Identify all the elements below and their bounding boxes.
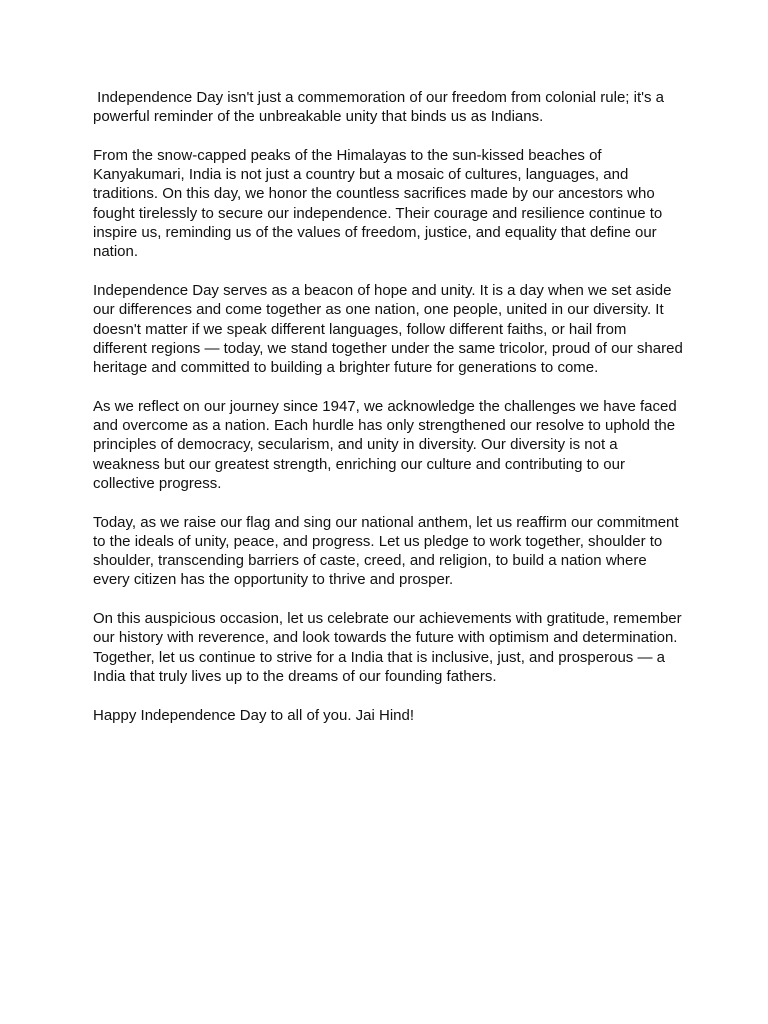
paragraph-unity: Independence Day serves as a beacon of hope and unity. It is a day when we set aside our differences and come together as one nation, one people, united in our diversity. It doesn't matter if we speak different languages, follow different faiths, or hail from different regions — today, we stand together under the same tricolor, proud of our shared heritage and committed to building a brighter future for generations to come. [93, 281, 687, 377]
paragraph-celebration: On this auspicious occasion, let us celebrate our achievements with gratitude, remember our history with reverence, and look towards the future with optimism and determination. Together, let us continue to strive for a India that is inclusive, just, and prosperous — a India that truly lives up to the dreams of our founding fathers. [93, 610, 686, 685]
paragraph-pledge: Today, as we raise our flag and sing our national anthem, let us reaffirm our commitment to the ideals of unity, peace, and progress. Let us pledge to work together, shoulder to shoulder, transcending barriers of caste, creed, and religion, to build a nation where every citizen has the opportunity to thrive and prosper. [93, 513, 683, 589]
paragraph-closing: Happy Independence Day to all of you. Jai Hind! [93, 706, 415, 724]
paragraph-journey: As we reflect on our journey since 1947, we acknowledge the challenges we have faced and overcome as a nation. Each hurdle has only strengthened our resolve to uphold the principles of democracy, secularism, and unity in diversity. Our diversity is not a weakness but our greatest strength, enriching our culture and contributing to our collective progress. [93, 397, 681, 492]
paragraph-intro: Independence Day isn't just a commemoration of our freedom from colonial rule; it's a powerful reminder of the unbreakable unity that binds us as Indians. [93, 89, 669, 126]
document-body [93, 88, 687, 744]
paragraph-heritage: From the snow-capped peaks of the Himalayas to the sun-kissed beaches of Kanyakumari, India is not just a country but a mosaic of cultures, languages, and traditions. On this day, we honor the countless sacrifices made by our ancestors who fought tirelessly to secure our independence. Their courage and resilience continue to inspire us, reminding us of the values of freedom, justice, and equality that define our nation. [93, 146, 667, 261]
